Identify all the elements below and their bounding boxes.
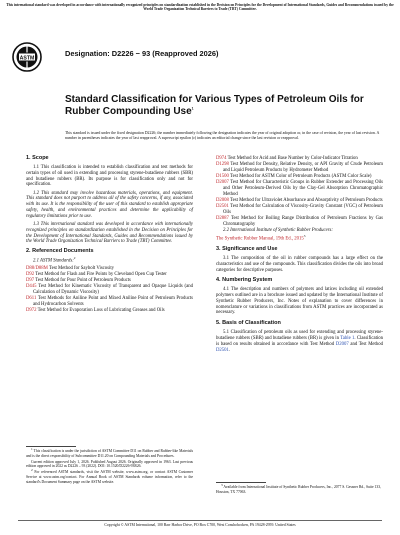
reference-item	[216, 174, 383, 180]
reference-title: Test Method for Saybolt Viscosity	[49, 266, 115, 272]
footnote-mark: 3	[221, 483, 223, 487]
reference-title: Test Methods for Aniline Point and Mixed Aniline Point of Petroleum Products and Hydrocarbon Solvents	[33, 296, 193, 308]
copyright-line: Copyright © ASTM International, 100 Barr Harbor Drive, PO Box C700, West Conshohocken, PA 19428-2959. United States	[104, 523, 296, 527]
paragraph-5-1-part-c: and Test Method	[350, 341, 383, 347]
reference-link[interactable]: D2008	[216, 197, 229, 203]
reference-title: Test Method for Density, Relative Density, or API Gravity of Crude Petroleum and Liquid Petroleum Products by Hydrometer Method	[223, 162, 383, 173]
footnote-text: For referenced ASTM standards, visit the ASTM website, www.astm.org, or contact ASTM Customer Service at www.astm.org/contact. For Annual Book of ASTM Standards volume information, refer to the standard's Document Summary page on the ASTM website.	[26, 470, 194, 484]
reference-item	[26, 284, 193, 296]
section-heading-significance: 3. Significance and Use	[216, 245, 278, 252]
reference-link[interactable]: D88/D88M	[26, 266, 48, 272]
footnote-1	[26, 449, 193, 458]
section-heading-referenced-documents: 2. Referenced Documents	[26, 248, 94, 255]
reference-item	[216, 180, 383, 197]
d2007-link[interactable]: D2007	[335, 341, 349, 347]
section-heading-basis: 5. Basis of Classification	[216, 320, 281, 327]
astm-standards-label: 2.1 ASTM Standards:	[33, 258, 74, 264]
irp-reference	[216, 233, 383, 242]
reference-item	[216, 204, 383, 216]
reference-item	[26, 296, 193, 308]
reference-title: Test Method for Calculation of Viscosity-Gravity Constant (VGC) of Petroleum Oils	[223, 203, 384, 215]
reference-link[interactable]: D2007	[216, 180, 229, 186]
paragraph-5-1-part-b: . Classification is based on results obtained in accordance with Test Method	[216, 336, 383, 347]
footnotes-left	[26, 446, 193, 486]
reference-link[interactable]: D1298	[216, 162, 229, 168]
reference-link[interactable]: D92	[26, 272, 35, 278]
standard-issue-note: This standard is issued under the fixed designation D2226; the number immediately following the designation indicates the year of original adoption or, in the case of revision, the year of last revision. A number in parentheses indicates the year of last reapproval. A superscript epsilon (ε) indicates an editorial change since the last revision or reapproval.	[65, 131, 380, 140]
paragraph-3-1: 3.1 The composition of the oil in rubber compounds has a large effect on the characteristics and use of the compounds. This classification divides the oils into broad categories for descriptive purposes.	[216, 256, 383, 273]
footnotes-right	[216, 482, 383, 494]
footnote-3	[216, 485, 383, 494]
svg-text:ASTM: ASTM	[19, 55, 35, 62]
footnote-text: Available from International Institute of Synthetic Rubber Producers, Inc., 2077 S. Gessner Rd., Suite 133, Houston, TX 77063.	[216, 485, 381, 494]
right-column	[216, 156, 383, 356]
footnote-1-edition: Current edition approved July 1, 2026. Published August 2026. Originally approved in 1963. Last previous edition approved in 2022 as D2226 – 93 (2022). DOI: 10.1520/D2226-93R26.	[26, 459, 193, 469]
wto-notice: This international standard was developed in accordance with internationally recognized principles on standardization established in the Decision on Principles for the Development of International Standards, Guides and Recommendations issued by the World Trade Organization Technical Barriers to Trade (TBT) Committee.	[6, 3, 394, 12]
left-column	[26, 156, 193, 314]
footnote-divider	[26, 446, 76, 447]
reference-title: Test Method for Boiling Range Distribution of Petroleum Fractions by Gas Chromatography	[223, 215, 383, 227]
footnote-2	[26, 470, 193, 484]
reference-item	[216, 198, 383, 204]
reference-item	[26, 272, 193, 278]
footer-divider	[18, 520, 382, 521]
reference-link[interactable]: D445	[26, 284, 37, 290]
reference-list-left	[26, 266, 193, 314]
footnote-text: This classification is under the jurisdiction of ASTM Committee D11 on Rubber and Rubber-like Materials and is the direct responsibility of Subcommittee D11.20 on Compounding Materials and Procedures.	[26, 449, 193, 458]
reference-title: Test Method for Acid and Base Number by Color-Indicator Titration	[227, 156, 358, 161]
reference-link[interactable]: D974	[216, 156, 227, 161]
reference-link[interactable]: D2501	[216, 203, 229, 209]
table-1-link[interactable]: Table 1	[340, 336, 355, 342]
paragraph-1-2: 1.2 This standard may involve hazardous materials, operations, and equipment. This standard does not purport to address all of the safety concerns, if any, associated with its use. It is the responsibility of the user of this standard to establish appropriate safety, health, and environmental practices and determine the applicability of regulatory limitations prior to use.	[26, 190, 193, 219]
reference-title: Test Method for Flash and Fire Points by Cleveland Open Cup Tester	[35, 272, 167, 278]
reference-item	[216, 162, 383, 174]
astm-standards-subheading	[26, 258, 193, 264]
reference-title: Test Method for Characteristic Groups in Rubber Extender and Processing Oils and Other Petroleum-Derived Oils by the Clay-Gel Absorption Chromatographic Method	[223, 180, 383, 197]
irp-manual-link[interactable]: The Synthetic Rubber Manual, 19th Ed., 2015	[216, 236, 304, 242]
footnote-mark: 1	[31, 447, 33, 451]
reference-list-right	[216, 156, 383, 227]
reference-link[interactable]: D972	[26, 308, 37, 314]
paragraph-1-3: 1.3 This international standard was developed in accordance with internationally recognized principles on standardization established in the Decision on Principles for the Development of International Standards, Guides and Recommendations issued by the World Trade Organization Technical Barriers to Trade (TBT) Committee.	[26, 222, 193, 245]
title-text: Standard Classification for Various Types of Petroleum Oils for Rubber Compounding Use	[65, 94, 364, 117]
designation: Designation: D2226 − 93 (Reapproved 2026)	[65, 49, 219, 58]
footnote-mark: 2	[31, 468, 33, 473]
reference-title: Test Method for Kinematic Viscosity of Transparent and Opaque Liquids (and Calculation of Dynamic Viscosity)	[33, 284, 193, 296]
paragraph-5-1-part-d: .	[228, 347, 231, 353]
reference-link[interactable]: D2887	[216, 215, 229, 221]
reference-item	[26, 278, 193, 284]
reference-link[interactable]: D611	[26, 296, 37, 302]
reference-item	[216, 216, 383, 228]
section-heading-numbering: 4. Numbering System	[216, 277, 273, 284]
footnote-divider	[216, 482, 266, 483]
section-heading-scope: 1. Scope	[26, 155, 49, 161]
reference-link[interactable]: D97	[26, 278, 35, 284]
paragraph-5-1-part-a: 5.1 Classification of petroleum oils as used for extending and processing styrene-butadiene rubbers (SBR) and butadiene rubbers (BR) is given in	[216, 330, 383, 342]
reference-item	[26, 308, 193, 314]
astm-logo	[12, 38, 42, 76]
reference-link[interactable]: D1500	[216, 174, 229, 180]
paragraph-5-1	[216, 330, 383, 353]
irp-footnote-mark: 3	[303, 233, 306, 238]
document-title	[65, 94, 375, 117]
title-footnote-mark: 1	[191, 106, 194, 111]
reference-title: Test Method for Ultraviolet Absorbance and Absorptivity of Petroleum Products	[230, 197, 383, 203]
irp-subheading: 2.2 International Institute of Synthetic Rubber Producers:	[223, 228, 333, 234]
reference-title: Test Method for ASTM Color of Petroleum Products (ASTM Color Scale)	[230, 174, 372, 180]
paragraph-1-1: 1.1 This classification is intended to establish classification and test methods for certain types of oil used in extending and processing styrene-butadiene rubbers (SBR) and butadiene rubbers (BR). Its purpose is for classification only and not for specification.	[26, 165, 193, 188]
astm-footnote-mark: 2	[73, 256, 76, 261]
reference-title: Test Method for Evaporation Loss of Lubricating Greases and Oils	[37, 308, 165, 314]
reference-title: Test Method for Pour Point of Petroleum Products	[35, 278, 131, 284]
d2501-link[interactable]: D2501	[216, 347, 229, 353]
reference-item	[216, 156, 383, 162]
reference-item	[26, 266, 193, 272]
paragraph-4-1: 4.1 The description and numbers of polymers and latices including oil extended polymers outlined are in a brochure issued and updated by the International Institute of Synthetic Rubber Producers, Inc. Notes of explanation to cover differences in nomenclature or variations in classifications from ASTM practices are incorporated as necessary.	[216, 287, 383, 316]
